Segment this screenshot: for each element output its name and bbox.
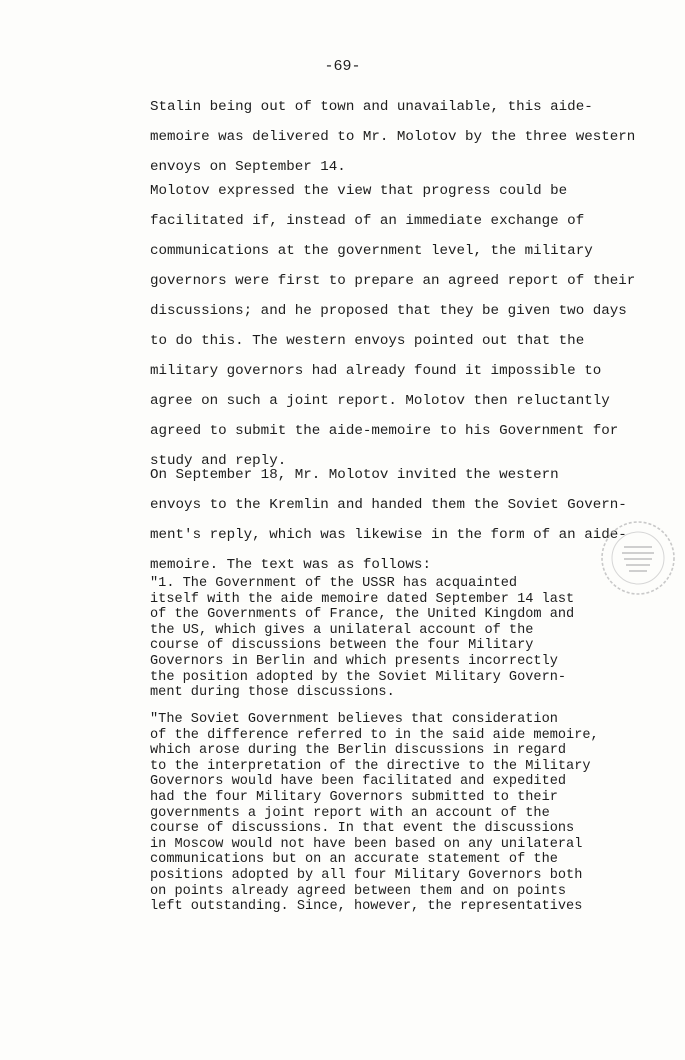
- paragraph-line: agree on such a joint report. Molotov then reluctantly: [150, 393, 610, 409]
- quote-line: ment during those discussions.: [150, 685, 395, 701]
- quote-line: communications but on an accurate statement of the: [150, 852, 558, 868]
- page-number: -69-: [324, 58, 361, 75]
- quote-line: to the interpretation of the directive to the Military: [150, 758, 591, 774]
- quoted-paragraph-2: [150, 712, 650, 915]
- quote-line: itself with the aide memoire dated September 14 last: [150, 591, 575, 607]
- quote-line: left outstanding. Since, however, the representatives: [150, 899, 583, 915]
- quote-line: positions adopted by all four Military Governors both: [150, 867, 583, 883]
- paragraph-line: communications at the government level, the military: [150, 243, 593, 259]
- paragraph-line: ment's reply, which was likewise in the form of an aide-: [150, 527, 627, 543]
- quote-line: of the difference referred to in the said aide memoire,: [150, 727, 599, 743]
- paragraph-line: memoire. The text was as follows:: [150, 557, 431, 573]
- quote-line: on points already agreed between them and on points: [150, 883, 567, 899]
- paragraph-line: envoys to the Kremlin and handed them the Soviet Govern-: [150, 497, 627, 513]
- paragraph-line: agreed to submit the aide-memoire to his Government for: [150, 423, 619, 439]
- paragraph-line: On September 18, Mr. Molotov invited the western: [150, 467, 559, 483]
- paragraph-2: [150, 176, 636, 476]
- paragraph-line: facilitated if, instead of an immediate exchange of: [150, 213, 585, 229]
- paragraph-line: memoire was delivered to Mr. Molotov by the three western: [150, 129, 636, 145]
- paragraph-line: study and reply.: [150, 453, 287, 469]
- quote-line: course of discussions between the four Military: [150, 638, 534, 654]
- paragraph-1: [150, 92, 636, 182]
- quote-line: "The Soviet Government believes that consideration: [150, 712, 558, 727]
- archive-stamp-icon: [596, 516, 680, 600]
- paragraph-line: discussions; and he proposed that they be given two days: [150, 303, 627, 319]
- quote-line: which arose during the Berlin discussions in regard: [150, 743, 567, 759]
- quote-line: governments a joint report with an account of the: [150, 805, 550, 821]
- paragraph-line: Stalin being out of town and unavailable, this aide-: [150, 99, 593, 115]
- quote-line: the position adopted by the Soviet Military Govern-: [150, 669, 567, 685]
- quote-line: had the four Military Governors submitted to their: [150, 789, 558, 805]
- quote-line: "1. The Government of the USSR has acquainted: [150, 576, 518, 591]
- quote-line: in Moscow would not have been based on any unilateral: [150, 836, 583, 852]
- paragraph-line: governors were first to prepare an agreed report of their: [150, 273, 636, 289]
- quote-line: Governors in Berlin and which presents incorrectly: [150, 653, 558, 669]
- quote-line: course of discussions. In that event the discussions: [150, 821, 575, 837]
- paragraph-line: Molotov expressed the view that progress could be: [150, 183, 568, 199]
- paragraph-line: to do this. The western envoys pointed out that the: [150, 333, 585, 349]
- paragraph-line: military governors had already found it impossible to: [150, 363, 602, 379]
- quoted-paragraph-1: [150, 576, 650, 701]
- quote-line: Governors would have been facilitated and expedited: [150, 774, 567, 790]
- quote-line: the US, which gives a unilateral account of the: [150, 622, 534, 638]
- paragraph-3: [150, 460, 627, 580]
- quote-line: of the Governments of France, the United Kingdom and: [150, 607, 575, 623]
- paragraph-line: envoys on September 14.: [150, 159, 346, 175]
